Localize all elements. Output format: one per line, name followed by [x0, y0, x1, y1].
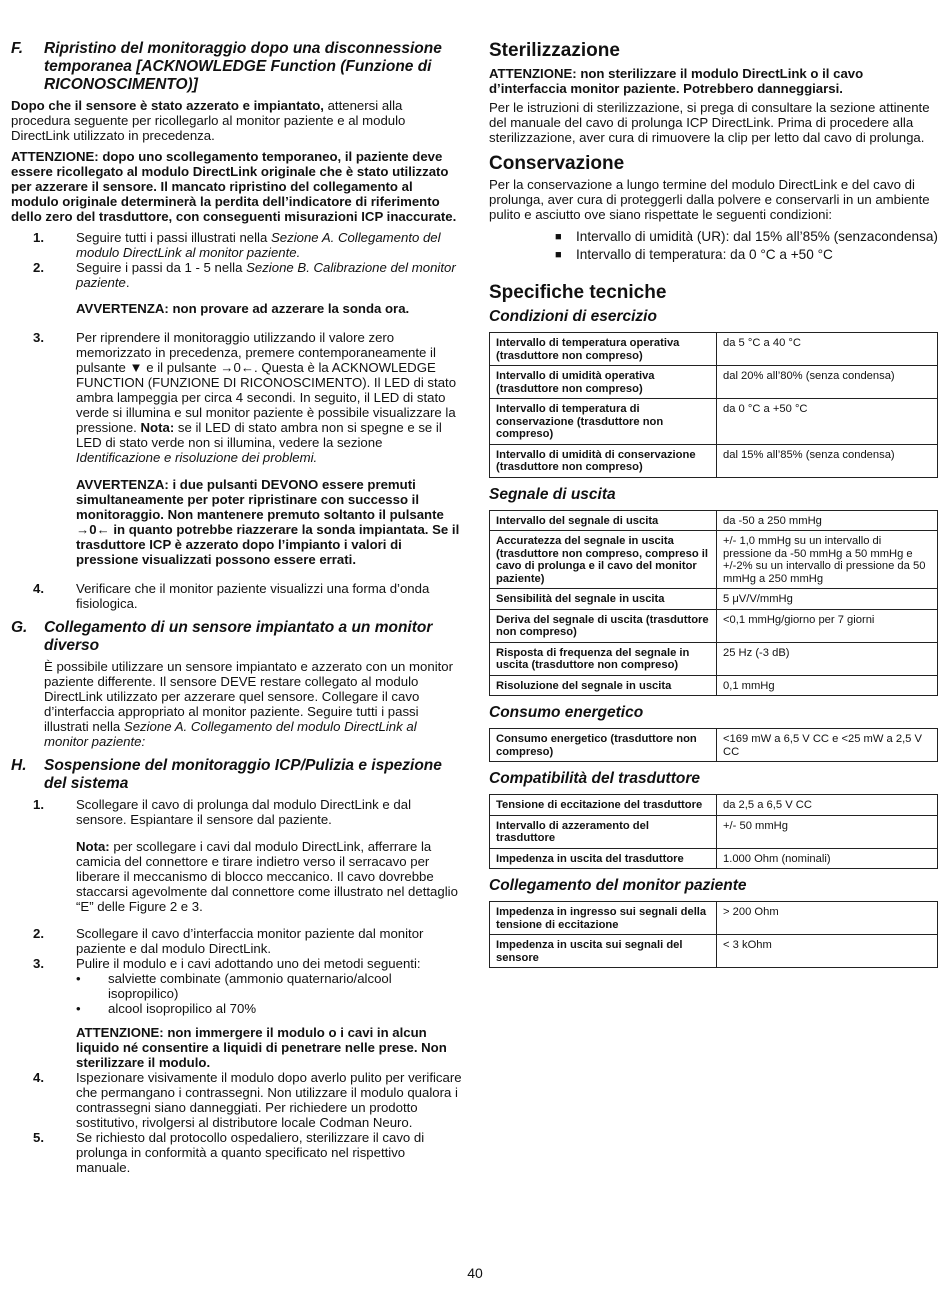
step-number: 4.: [33, 581, 44, 596]
step-number: 1.: [33, 797, 44, 812]
f-step-3: [11, 330, 463, 465]
spec-value: <169 mW a 6,5 V CC e <25 mW a 2,5 V CC: [717, 729, 938, 762]
step-number: 3.: [33, 956, 44, 971]
table-row: [490, 444, 938, 477]
g-text: [44, 659, 463, 749]
section-h-heading: [11, 757, 463, 793]
spec-label: Intervallo di umidità operativa (trasduttore non compreso): [490, 366, 717, 399]
step-text: Ispezionare visivamente il modulo dopo averlo pulito per verificare che permangano i contrassegni. Non utilizzare il modulo qualora i contrassegni siano danneggiati. Per richiedere un prodotto sostitutivo, rivolgersi al distributore locale Codman Neuro.: [76, 1070, 462, 1130]
step-text: Per riprendere il monitoraggio utilizzando il valore zero memorizzato in precedenza, premere contemporaneamente il pulsante ▼ e il pulsante →0←. Questa è la ACKNOWLEDGE FUNCTION (FUNZIONE DI RICONOSCIMENTO). Il LED di stato ambra lampeggia per circa 4 secondi. In seguito, il LED di stato verde si illumina e sul monitor paziente è possibile visualizzare la pressione.: [76, 330, 457, 435]
step-number-cell: [11, 260, 44, 290]
step-number: 2.: [33, 260, 44, 275]
spec-value: da 0 °C a +50 °C: [717, 399, 938, 445]
table-row: [490, 399, 938, 445]
spec-table-title: Collegamento del monitor paziente: [489, 877, 747, 894]
spec-label: Tensione di eccitazione del trasduttore: [490, 795, 717, 816]
h-step-3: [11, 956, 463, 971]
spec-value: dal 20% all’80% (senza condensa): [717, 366, 938, 399]
bullet-item: [76, 971, 463, 1001]
step-text: Scollegare il cavo d’interfaccia monitor paziente dal monitor paziente e dal modulo DirectLink.: [76, 926, 424, 956]
page-number: 40: [467, 1265, 483, 1281]
step-number: 5.: [33, 1130, 44, 1145]
table-row: [490, 333, 938, 366]
spec-table: [489, 901, 938, 968]
square-bullet-icon: ■: [555, 249, 562, 261]
spec-table: [489, 794, 938, 869]
section-f-heading: [11, 40, 463, 94]
h-step-4: [11, 1070, 463, 1130]
section-title: Sospensione del monitoraggio ICP/Pulizia e ispezione del sistema: [44, 757, 442, 792]
f-intro-bold: Dopo che il sensore è stato azzerato e impiantato,: [11, 98, 324, 113]
spec-table-title: Condizioni di esercizio: [489, 308, 657, 325]
spec-label: Intervallo del segnale di uscita: [490, 510, 717, 531]
note-label: Nota:: [76, 839, 110, 854]
table-row: [490, 902, 938, 935]
bullet-text: salviette combinate (ammonio quaternario/alcool isopropilico): [108, 971, 392, 1001]
step-reference: Sezione B. Calibrazione del monitor paziente: [76, 260, 456, 290]
note-reference: Identificazione e risoluzione dei problemi.: [76, 450, 318, 465]
g-body: È possibile utilizzare un sensore impiantato e azzerato con un monitor paziente differente. Il sensore DEVE restare collegato al modulo DirectLink utilizzato per azzerare quel sensore. Collegare il cavo d’interfaccia appropriato al monitor paziente. Seguire tutti i passi illustrati nella: [44, 659, 454, 734]
note-text: se il LED di stato ambra non si spegne e se il LED di stato verde non si illumina, vedere la sezione: [76, 420, 442, 450]
table-row: [490, 795, 938, 816]
table-row: [490, 531, 938, 589]
right-column: [489, 40, 939, 976]
spec-label: Sensibilità del segnale in uscita: [490, 589, 717, 610]
spec-label: Deriva del segnale di uscita (trasduttore non compreso): [490, 609, 717, 642]
spec-label: Intervallo di temperatura operativa (trasduttore non compreso): [490, 333, 717, 366]
spec-label: Impedenza in uscita sui segnali del sensore: [490, 935, 717, 968]
step-text-plain: Seguire i passi da 1 - 5 nella: [76, 260, 247, 275]
step-reference: Sezione A. Collegamento del modulo DirectLink al monitor paziente.: [76, 230, 441, 260]
table-row: [490, 609, 938, 642]
spec-value: dal 15% all’85% (senza condensa): [717, 444, 938, 477]
f-warning-1: AVVERTENZA: non provare ad azzerare la sonda ora.: [76, 301, 410, 316]
storage-bullet: [555, 228, 939, 246]
note-text: per scollegare i cavi dal modulo DirectLink, afferrare la camicia del connettore e tirare indietro verso il serracavo per liberare il meccanismo di blocco meccanico. Il cavo dovrebbe staccarsi agevolmente dal connettore come illustrato nel dettaglio “E” delle Figure 2 e 3.: [76, 839, 458, 914]
spec-value: > 200 Ohm: [717, 902, 938, 935]
h-attention: ATTENZIONE: non immergere il modulo o i cavi in alcun liquido né consentire a liquidi di penetrare nelle prese. Non sterilizzare il modulo.: [76, 1025, 447, 1070]
spec-value: da 5 °C a 40 °C: [717, 333, 938, 366]
table-row: [490, 815, 938, 848]
step-text: Se richiesto dal protocollo ospedaliero, sterilizzare il cavo di prolunga in conformità a quanto specificato nel rispettivo manuale.: [76, 1130, 425, 1175]
spec-label: Intervallo di umidità di conservazione (trasduttore non compreso): [490, 444, 717, 477]
section-letter: F.: [11, 40, 24, 57]
section-title: Ripristino del monitoraggio dopo una disconnessione temporanea [ACKNOWLEDGE Function (Funzione di RICONOSCIMENTO)]: [44, 40, 442, 93]
storage-bullet-list: [489, 228, 939, 264]
square-bullet-icon: ■: [555, 231, 562, 243]
bullet-item: [76, 1001, 463, 1016]
f-step-1: [11, 230, 463, 260]
spec-label: Intervallo di azzeramento del trasduttore: [490, 815, 717, 848]
spec-table-title: Compatibilità del trasduttore: [489, 770, 700, 787]
f-intro-rest: attenersi alla procedura seguente per ricollegarlo al monitor paziente e al modulo DirectLink utilizzato in precedenza.: [11, 98, 406, 143]
h-step-2: [11, 926, 463, 956]
spec-value: 1.000 Ohm (nominali): [717, 848, 938, 869]
spec-value: <0,1 mmHg/giorno per 7 giorni: [717, 609, 938, 642]
spec-value: da -50 a 250 mmHg: [717, 510, 938, 531]
section-title: Collegamento di un sensore impiantato a un monitor diverso: [44, 619, 433, 654]
f-step-4: [11, 581, 463, 611]
bullet-text: Intervallo di temperatura: da 0 °C a +50 °C: [576, 247, 833, 262]
storage-bullet: [555, 246, 939, 264]
step-number: 3.: [33, 330, 44, 345]
step-text-end: .: [125, 275, 130, 290]
step-number: 4.: [33, 1070, 44, 1085]
note-label: Nota:: [140, 420, 175, 435]
spec-table-title: Segnale di uscita: [489, 485, 616, 503]
spec-table: [489, 510, 938, 697]
table-row: [490, 848, 938, 869]
spec-label: Accuratezza del segnale in uscita (trasduttore non compreso, compreso il cavo di prolunga e il cavo del monitor paziente): [490, 531, 717, 589]
step-number-cell: [11, 230, 44, 260]
step-text-plain: Seguire tutti i passi illustrati nella: [76, 230, 271, 245]
section-letter: H.: [11, 757, 27, 774]
f-intro: [11, 98, 463, 143]
step-number: 1.: [33, 230, 44, 245]
spec-label: Intervallo di temperatura di conservazione (trasduttore non compreso): [490, 399, 717, 445]
bullet-text: Intervallo di umidità (UR): dal 15% all’85% (senzacondensa): [576, 229, 938, 244]
spec-value: +/- 1,0 mmHg su un intervallo di pressione da -50 mmHg a 50 mmHg e +/-2% su un intervallo di pressione da 50 mmHg a 250 mmHg: [717, 531, 938, 589]
spec-table: [489, 332, 938, 478]
h-step-5: [11, 1130, 463, 1175]
spec-label: Risposta di frequenza del segnale in uscita (trasduttore non compreso): [490, 642, 717, 675]
bullet-text: alcool isopropilico al 70%: [108, 1001, 257, 1016]
bullet-dot: •: [76, 971, 81, 986]
h-bullet-list: [11, 971, 463, 1016]
spec-label: Impedenza in uscita del trasduttore: [490, 848, 717, 869]
table-row: [490, 729, 938, 762]
f-warning-2: AVVERTENZA: i due pulsanti DEVONO essere premuti simultaneamente per poter ripristinare con successo il monitoraggio. Non mantenere premuto soltanto il pulsante →0← in quanto potrebbe riazzerare la sonda impiantata. Se il trasduttore ICP è azzerato dopo l’impianto i valori di pressione visualizzati possono essere errati.: [76, 477, 460, 567]
step-text: Scollegare il cavo di prolunga dal modulo DirectLink e dal sensore. Espiantare il sensore dal paziente.: [76, 797, 412, 827]
table-row: [490, 642, 938, 675]
spec-label: Impedenza in ingresso sui segnali della tensione di eccitazione: [490, 902, 717, 935]
section-g-heading: [11, 619, 463, 655]
spec-value: < 3 kOhm: [717, 935, 938, 968]
table-row: [490, 675, 938, 696]
step-text: Verificare che il monitor paziente visualizzi una forma d’onda fisiologica.: [76, 581, 430, 611]
f-attention: ATTENZIONE: dopo uno scollegamento temporaneo, il paziente deve essere ricollegato al modulo DirectLink originale che è stato utilizzato per azzerare il sensore. Il mancato ripristino del collegamento al modulo originale determinerà la perdita dell’indicatore di riferimento dello zero del trasduttore, con conseguenti misurazioni ICP inaccurate.: [11, 149, 457, 224]
spec-label: Risoluzione del segnale in uscita: [490, 675, 717, 696]
h-step-1: [11, 797, 463, 827]
spec-table-title: Consumo energetico: [489, 704, 644, 721]
table-row: [490, 589, 938, 610]
f-step-2: [11, 260, 463, 290]
step-text: Pulire il modulo e i cavi adottando uno dei metodi seguenti:: [76, 956, 421, 971]
spec-table: [489, 728, 938, 762]
spec-value: 25 Hz (-3 dB): [717, 642, 938, 675]
sterilization-attention: ATTENZIONE: non sterilizzare il modulo DirectLink o il cavo d’interfaccia monitor paziente. Potrebbero danneggiarsi.: [489, 66, 864, 96]
spec-value: 5 μV/V/mmHg: [717, 589, 938, 610]
sterilization-heading: Sterilizzazione: [489, 40, 620, 61]
step-text: [44, 260, 463, 290]
g-reference: Sezione A. Collegamento del modulo DirectLink al monitor paziente:: [44, 719, 417, 749]
spec-value: 0,1 mmHg: [717, 675, 938, 696]
storage-text: Per la conservazione a lungo termine del modulo DirectLink e del cavo di prolunga, aver cura di proteggerli dalla polvere e conservarli in un ambiente pulito e asciutto ove siano rispettate le seguenti condizioni:: [489, 177, 930, 222]
spec-tables: [489, 308, 939, 968]
left-column: [11, 40, 463, 1175]
sterilization-text: Per le istruzioni di sterilizzazione, si prega di consultare la sezione attinente del manuale del cavo di prolunga ICP DirectLink. Prima di procedere alla sterilizzazione, aver cura di rimuovere la clip per letto dal cavo di prolunga.: [489, 100, 930, 145]
specs-heading: Specifiche tecniche: [489, 282, 667, 303]
spec-label: Consumo energetico (trasduttore non compreso): [490, 729, 717, 762]
storage-heading: Conservazione: [489, 153, 625, 174]
table-row: [490, 510, 938, 531]
step-text: [44, 230, 463, 260]
spec-value: +/- 50 mmHg: [717, 815, 938, 848]
section-letter: G.: [11, 619, 28, 636]
table-row: [490, 366, 938, 399]
bullet-dot: •: [76, 1001, 81, 1016]
f-steps-list: [11, 230, 463, 290]
h-note: [76, 839, 463, 914]
step-number: 2.: [33, 926, 44, 941]
spec-value: da 2,5 a 6,5 V CC: [717, 795, 938, 816]
table-row: [490, 935, 938, 968]
